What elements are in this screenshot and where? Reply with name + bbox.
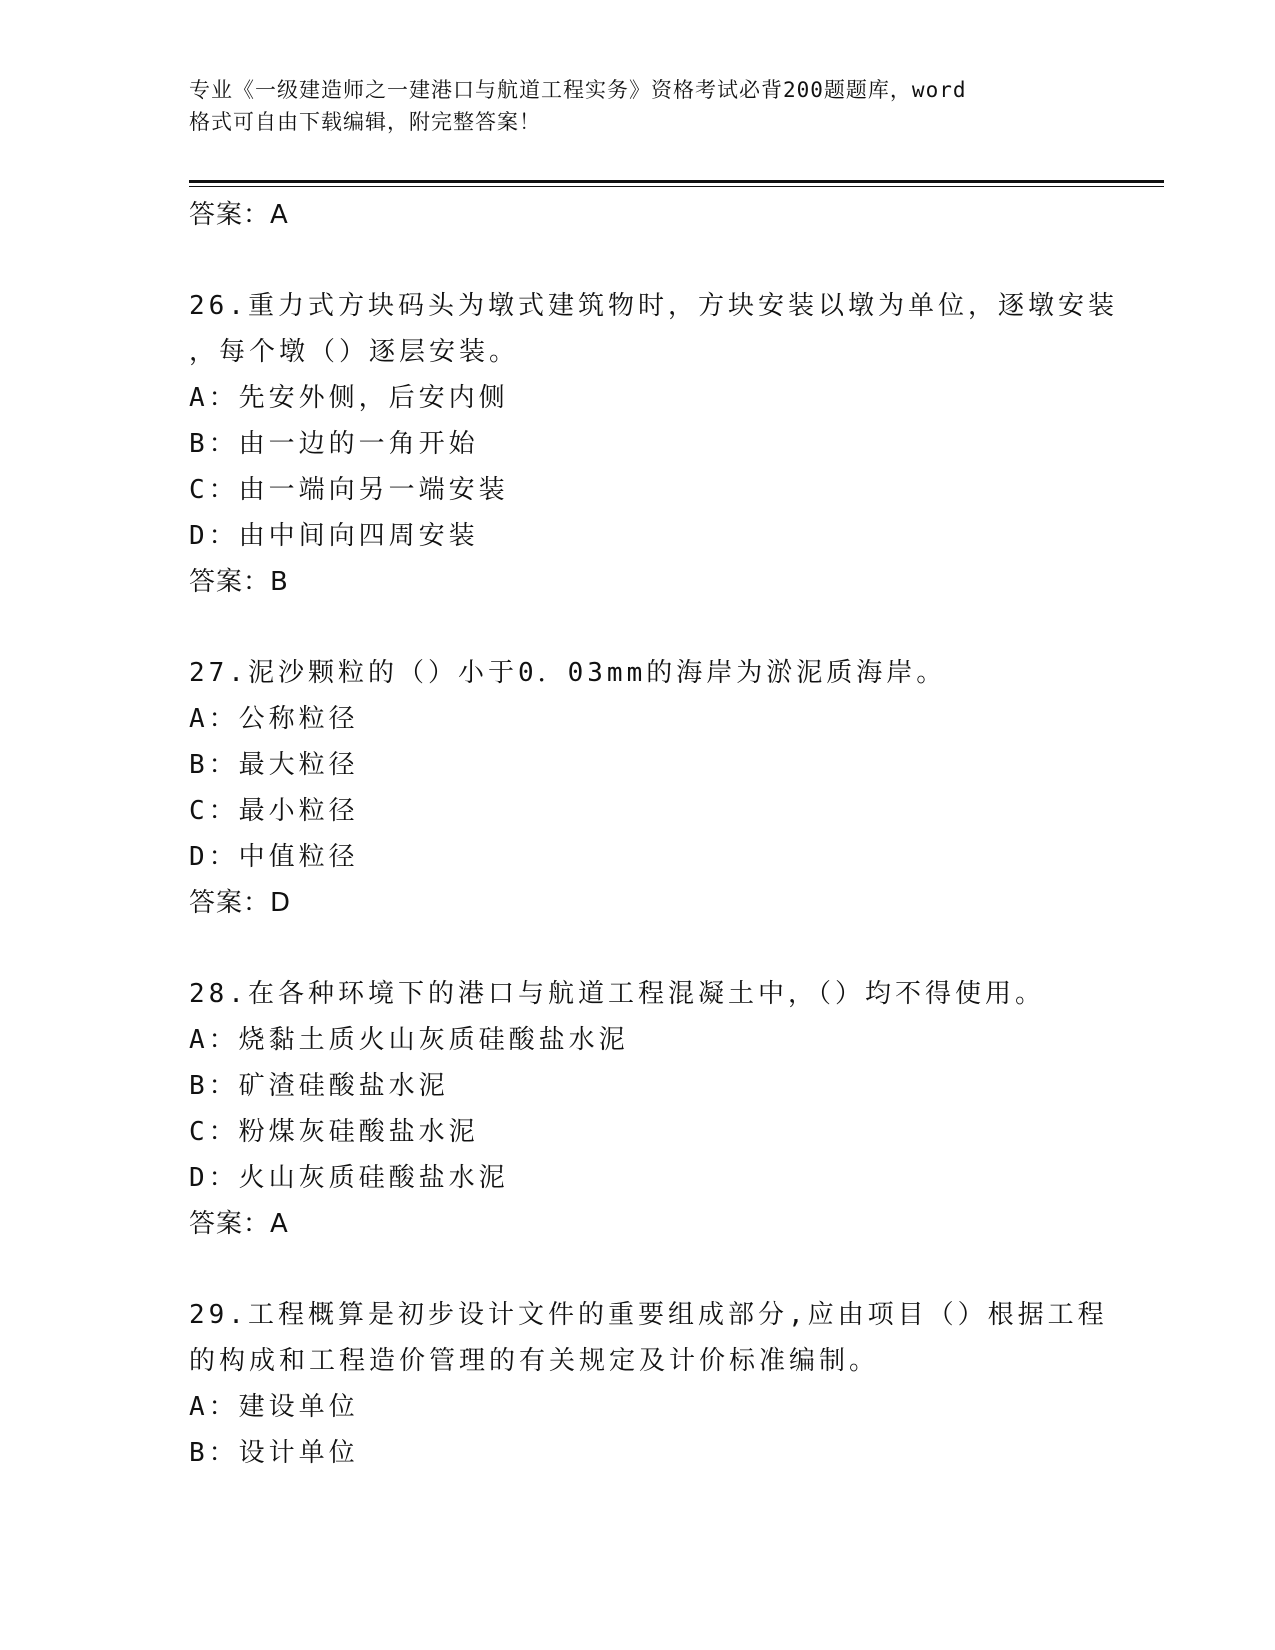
answer-line: 答案：D (189, 888, 292, 918)
question-28 (189, 971, 1149, 1247)
answer-line: 答案：A (189, 200, 289, 230)
answer-line: 答案：A (189, 1209, 289, 1239)
header-divider-thick (189, 180, 1164, 183)
question-27 (189, 650, 1149, 926)
question-stem: 的构成和工程造价管理的有关规定及计价标准编制。 (189, 1346, 880, 1376)
option-b: B：最大粒径 (189, 750, 359, 780)
header-line-1: 专业《一级建造师之一建港口与航道工程实务》资格考试必背200题题库，word (189, 78, 967, 102)
header-line-2: 格式可自由下载编辑，附完整答案！ (189, 110, 541, 134)
question-26 (189, 283, 1149, 605)
question-list (189, 192, 1149, 1476)
spacer (189, 238, 1149, 283)
spacer (189, 1247, 1149, 1292)
option-c: C：粉煤灰硅酸盐水泥 (189, 1117, 479, 1147)
option-a: A：建设单位 (189, 1392, 359, 1422)
option-d: D：中值粒径 (189, 842, 359, 872)
question-stem: ，每个墩（）逐层安装。 (189, 337, 520, 367)
option-c: C：由一端向另一端安装 (189, 475, 509, 505)
question-stem: 28.在各种环境下的港口与航道工程混凝土中，（）均不得使用。 (189, 979, 1045, 1009)
option-b: B：矿渣硅酸盐水泥 (189, 1071, 449, 1101)
option-d: D：由中间向四周安装 (189, 521, 479, 551)
question-29 (189, 1292, 1149, 1476)
spacer (189, 926, 1149, 971)
option-a: A：烧黏土质火山灰质硅酸盐水泥 (189, 1025, 629, 1055)
option-a: A：公称粒径 (189, 704, 359, 734)
question-stem: 29.工程概算是初步设计文件的重要组成部分,应由项目（）根据工程 (189, 1300, 1108, 1330)
option-b: B：由一边的一角开始 (189, 429, 479, 459)
question-stem: 26.重力式方块码头为墩式建筑物时，方块安装以墩为单位，逐墩安装 (189, 291, 1118, 321)
header-divider-thin (189, 186, 1164, 187)
document-header (189, 74, 1089, 138)
answer-line: 答案：B (189, 567, 289, 597)
question-stem: 27.泥沙颗粒的（）小于0．03mm的海岸为淤泥质海岸。 (189, 658, 947, 688)
option-c: C：最小粒径 (189, 796, 359, 826)
option-d: D：火山灰质硅酸盐水泥 (189, 1163, 509, 1193)
option-a: A：先安外侧，后安内侧 (189, 383, 509, 413)
spacer (189, 605, 1149, 650)
option-b: B：设计单位 (189, 1438, 359, 1468)
